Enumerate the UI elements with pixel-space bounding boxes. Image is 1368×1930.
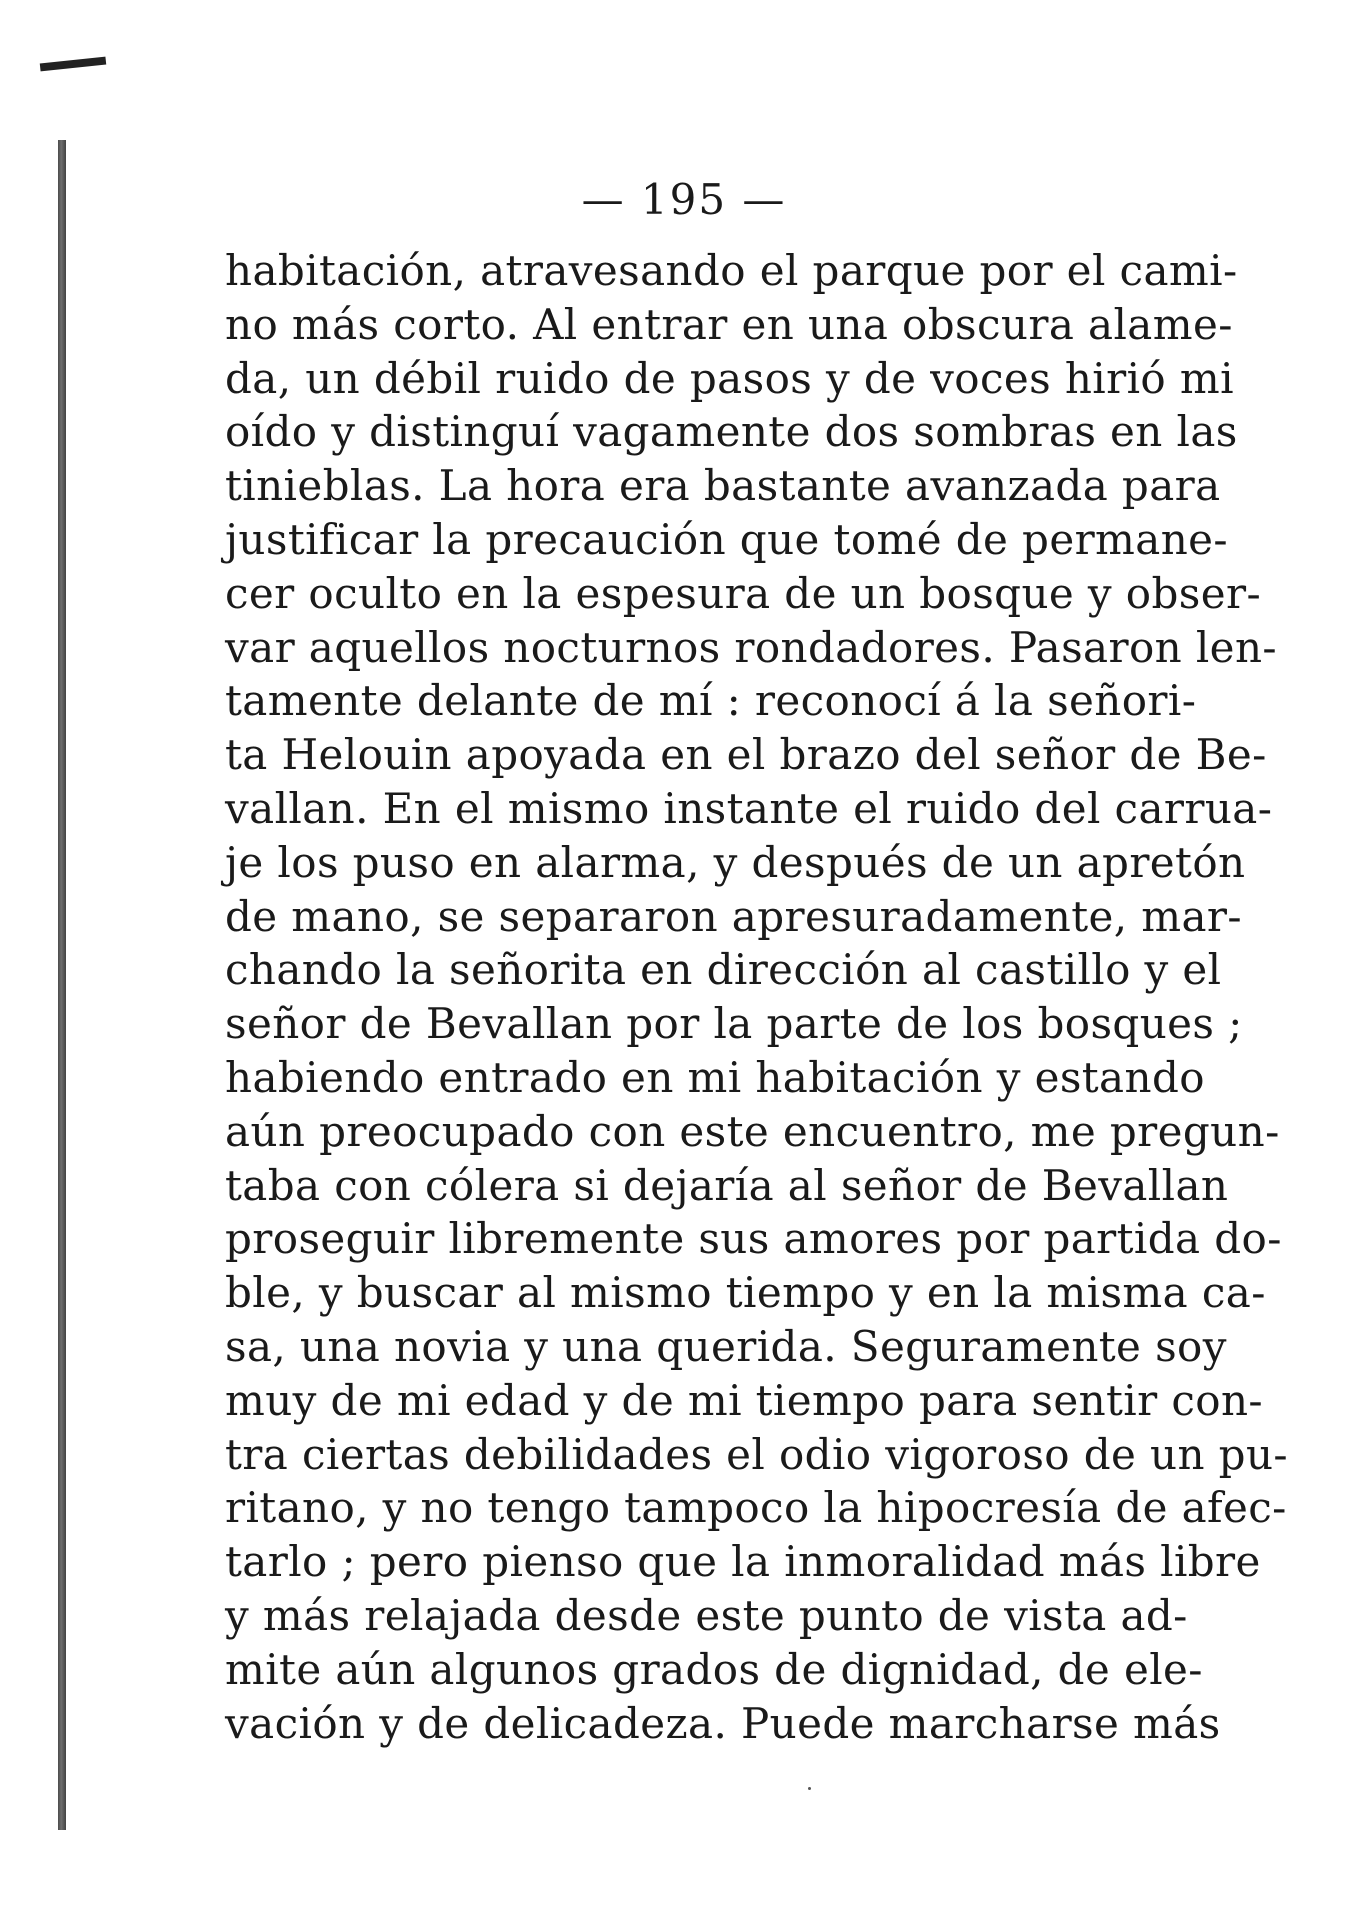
- page-number: — 195 —: [581, 175, 787, 224]
- text-line: tamente delante de mí : reconocí á la señori-: [225, 676, 1197, 726]
- text-line: aún preocupado con este encuentro, me pregun-: [225, 1106, 1280, 1156]
- body-text: [225, 244, 1288, 1750]
- text-line: tra ciertas debilidades el odio vigoroso de un pu-: [225, 1429, 1288, 1479]
- text-line: vallan. En el mismo instante el ruido del carrua-: [225, 783, 1273, 833]
- text-line: cer oculto en la espesura de un bosque y obser-: [225, 568, 1262, 618]
- text-line: sa, una novia y una querida. Seguramente soy: [225, 1321, 1227, 1371]
- text-line: de mano, se separaron apresuradamente, mar-: [225, 891, 1242, 941]
- text-line: ta Helouin apoyada en el brazo del señor de Be-: [225, 730, 1267, 780]
- text-line: tarlo ; pero pienso que la inmoralidad más libre: [225, 1537, 1261, 1587]
- text-line: je los puso en alarma, y después de un apretón: [225, 837, 1246, 887]
- text-line: ritano, y no tengo tampoco la hipocresía de afec-: [225, 1483, 1287, 1533]
- text-line: habitación, atravesando el parque por el cami-: [225, 246, 1238, 295]
- text-line: taba con cólera si dejaría al señor de Bevallan: [225, 1160, 1229, 1210]
- text-line: chando la señorita en dirección al castillo y el: [225, 945, 1222, 995]
- text-line: tinieblas. La hora era bastante avanzada para: [225, 461, 1221, 511]
- binding-edge: [58, 140, 66, 1830]
- text-line: mite aún algunos grados de dignidad, de ele-: [225, 1644, 1203, 1694]
- text-line: oído y distinguí vagamente dos sombras en las: [225, 407, 1238, 457]
- text-line: habiendo entrado en mi habitación y estando: [225, 1052, 1205, 1102]
- text-line: muy de mi edad y de mi tiempo para sentir con-: [225, 1375, 1264, 1425]
- text-line: da, un débil ruido de pasos y de voces hirió mi: [225, 353, 1234, 403]
- text-line: proseguir libremente sus amores por partida do-: [225, 1214, 1282, 1264]
- text-line: señor de Bevallan por la parte de los bosques ;: [225, 999, 1243, 1049]
- text-line: justificar la precaución que tomé de permane-: [225, 514, 1229, 564]
- scan-speck: [808, 1787, 811, 1790]
- text-line: no más corto. Al entrar en una obscura alame-: [225, 299, 1233, 349]
- binding-mark: [40, 57, 106, 72]
- text-line: ble, y buscar al mismo tiempo y en la misma ca-: [225, 1268, 1266, 1318]
- text-line: var aquellos nocturnos rondadores. Pasaron len-: [225, 622, 1277, 672]
- text-line: y más relajada desde este punto de vista ad-: [225, 1590, 1188, 1640]
- text-line: vación y de delicadeza. Puede marcharse más: [225, 1698, 1221, 1748]
